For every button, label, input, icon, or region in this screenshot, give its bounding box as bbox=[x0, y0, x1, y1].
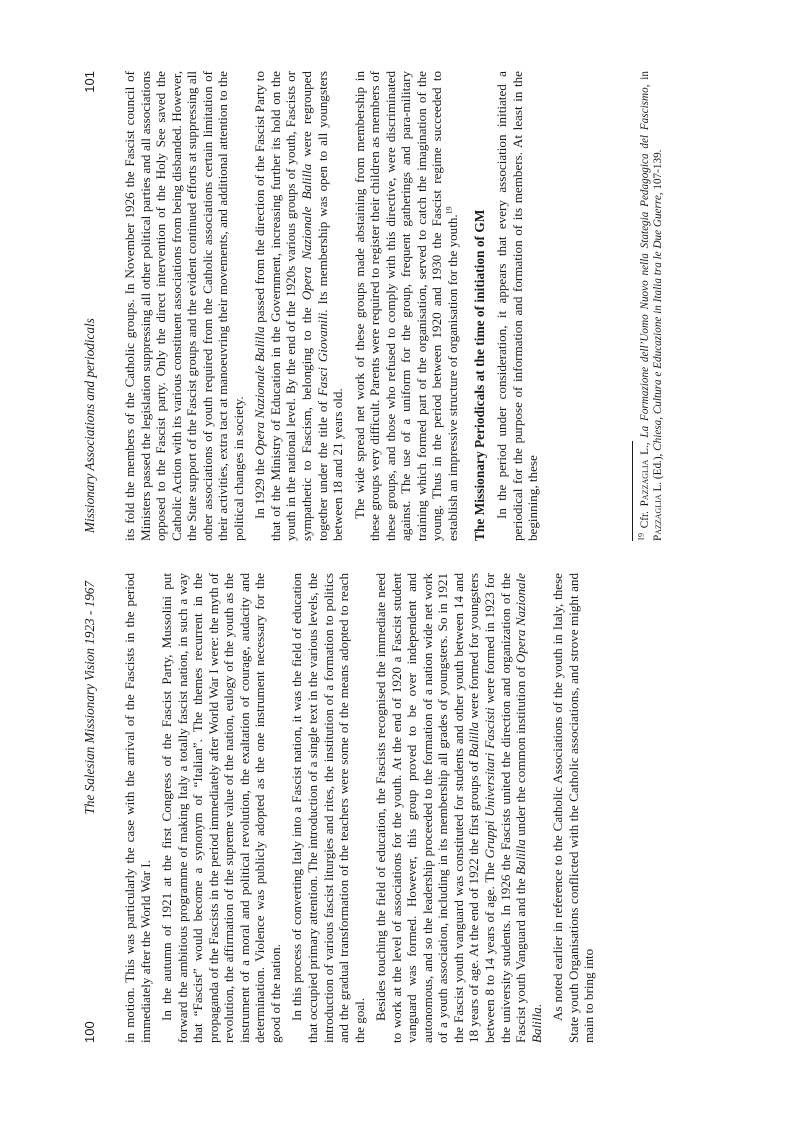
right-page bbox=[52, 71, 742, 541]
left-paragraph: As noted earlier in reference to the Catholic Associations of the youth in Italy, these State youth Organisations conflicted with the Catholic associations, and strove might and main to bring into bbox=[550, 573, 597, 1043]
left-running-head bbox=[82, 573, 102, 1043]
left-paragraph: In this process of converting Italy into a Fascist nation, it was the field of education that occupied primary attention. The introduction of a single text in the various levels, the introduction of various fascist liturgies and rites, the institution of a formation to politics and the gradual transformation of the teachers were some of the means adopted to reach the goal. bbox=[289, 573, 367, 1043]
left-paragraph: in motion. This was particularly the case with the arrival of the Fascists in the period immediately after the World War I. bbox=[122, 573, 153, 1043]
footnotes bbox=[632, 71, 666, 541]
right-paragraph: The wide spread net work of these groups made abstaining from membership in these groups very difficult. Parents were required to register their children as members of these groups, and those who refused to comply with this directive, were discriminated against. The use of a uniform for the group, frequent gatherings and para-military training which formed part of the organisation, served to catch the imagination of the young. Thus in the period between 1920 and 1930 the Fascist regime succeeded to establish an impressive structure of organisation for the youth.$^{19}$ bbox=[351, 71, 460, 541]
right-running-head bbox=[82, 71, 102, 541]
left-running-title: The Salesian Missionary Vision 1923 - 1967 bbox=[82, 581, 97, 815]
right-running-title: Missionary Associations and periodicals bbox=[82, 318, 97, 533]
left-page-number: 100 bbox=[82, 1021, 97, 1043]
section-paragraph: In the period under consideration, it appears that every association initiated a periodical for the purpose of information and formation of its members. At least in the beginning, these bbox=[494, 71, 541, 541]
footnote-19: $^{19}$ Cfr. Pazzaglia L., La Formazione dell’Uomo Nuovo nella Stategia Pedagogica del Fascismo, in Pazzaglia L. (Ed.), Chiesa, Cultura e Educazione in Italia tra le Due Guerre, 107-139. bbox=[636, 71, 665, 541]
left-paragraph: In the autumn of 1921 at the first Congress of the Fascist Party, Mussolini put forward the ambitious programme of making Italy a totally fascist nation, in such a way that “Fascist” would become a synonym of “Italian”. The themes recurrent in the propaganda of the Fascists in the period immediately after World War I were: the myth of revolution, the affirmation of the supreme value of the nation, eulogy of the youth as the instrument of a moral and political revolution, the exaltation of courage, audacity and determination. Violence was publicly adopted as the one instrument necessary for the good of the nation. bbox=[159, 573, 283, 1043]
left-body-text bbox=[122, 573, 597, 1043]
right-paragraph: In 1929 the Opera Nazionale Balilla passed from the direction of the Fascist Party to that of the Ministry of Education in the Government, increasing further its hold on the youth in the national level. By the end of the 1920s various groups of youth, Fascists or sympathetic to Fascism, belonging to the Opera Nazionale Balilla were regrouped together under the title of Fasci Giovanili. Its membership was open to all youngsters between 18 and 21 years old. bbox=[252, 71, 346, 541]
section-heading: The Missionary Periodicals at the time of initiation of GM bbox=[472, 209, 488, 541]
footnote-rule bbox=[632, 441, 633, 541]
book-spread bbox=[52, 61, 742, 1061]
right-body-text bbox=[122, 71, 541, 541]
left-paragraph: Besides touching the field of education, the Fascists recognised the immediate need to work at the level of associations for the youth. At the end of 1920 a Fascist student vanguard was formed. However, this group proved to be over independent and autonomous, and so the leadership proceeded to the formation of a nation wide net work of a youth association, including in its membership all grades of youngsters. So in 1921 the Fascist youth vanguard was constituted for students and other youth between 14 and 18 years of age. At the end of 1922 the first groups of Balilla were formed for youngsters between 8 to 14 years of age. The Gruppi Universitari Fascisti were formed in 1923 for the university students. In 1926 the Fascists united the direction and organization of the Fascist youth Vanguard and the Balilla under the common institution of Opera Nazionale Balilla. bbox=[373, 573, 544, 1043]
left-page bbox=[52, 573, 742, 1043]
right-paragraph: its fold the members of the Catholic groups. In November 1926 the Fascist council of Ministers passed the legislation suppressing all other political parties and all associations opposed to the Fascist party. Only the direct intervention of the Holy See saved the Catholic Action with its various constituent associations from being disbanded. However, the State support of the Fascist groups and the evident continued efforts at suppressing all other associations of youth required from the Catholic associations certain limitation of their activities, extra tact at manoeuvring their movements, and additional attention to the political changes in society. bbox=[122, 71, 246, 541]
right-page-number: 101 bbox=[82, 71, 97, 93]
